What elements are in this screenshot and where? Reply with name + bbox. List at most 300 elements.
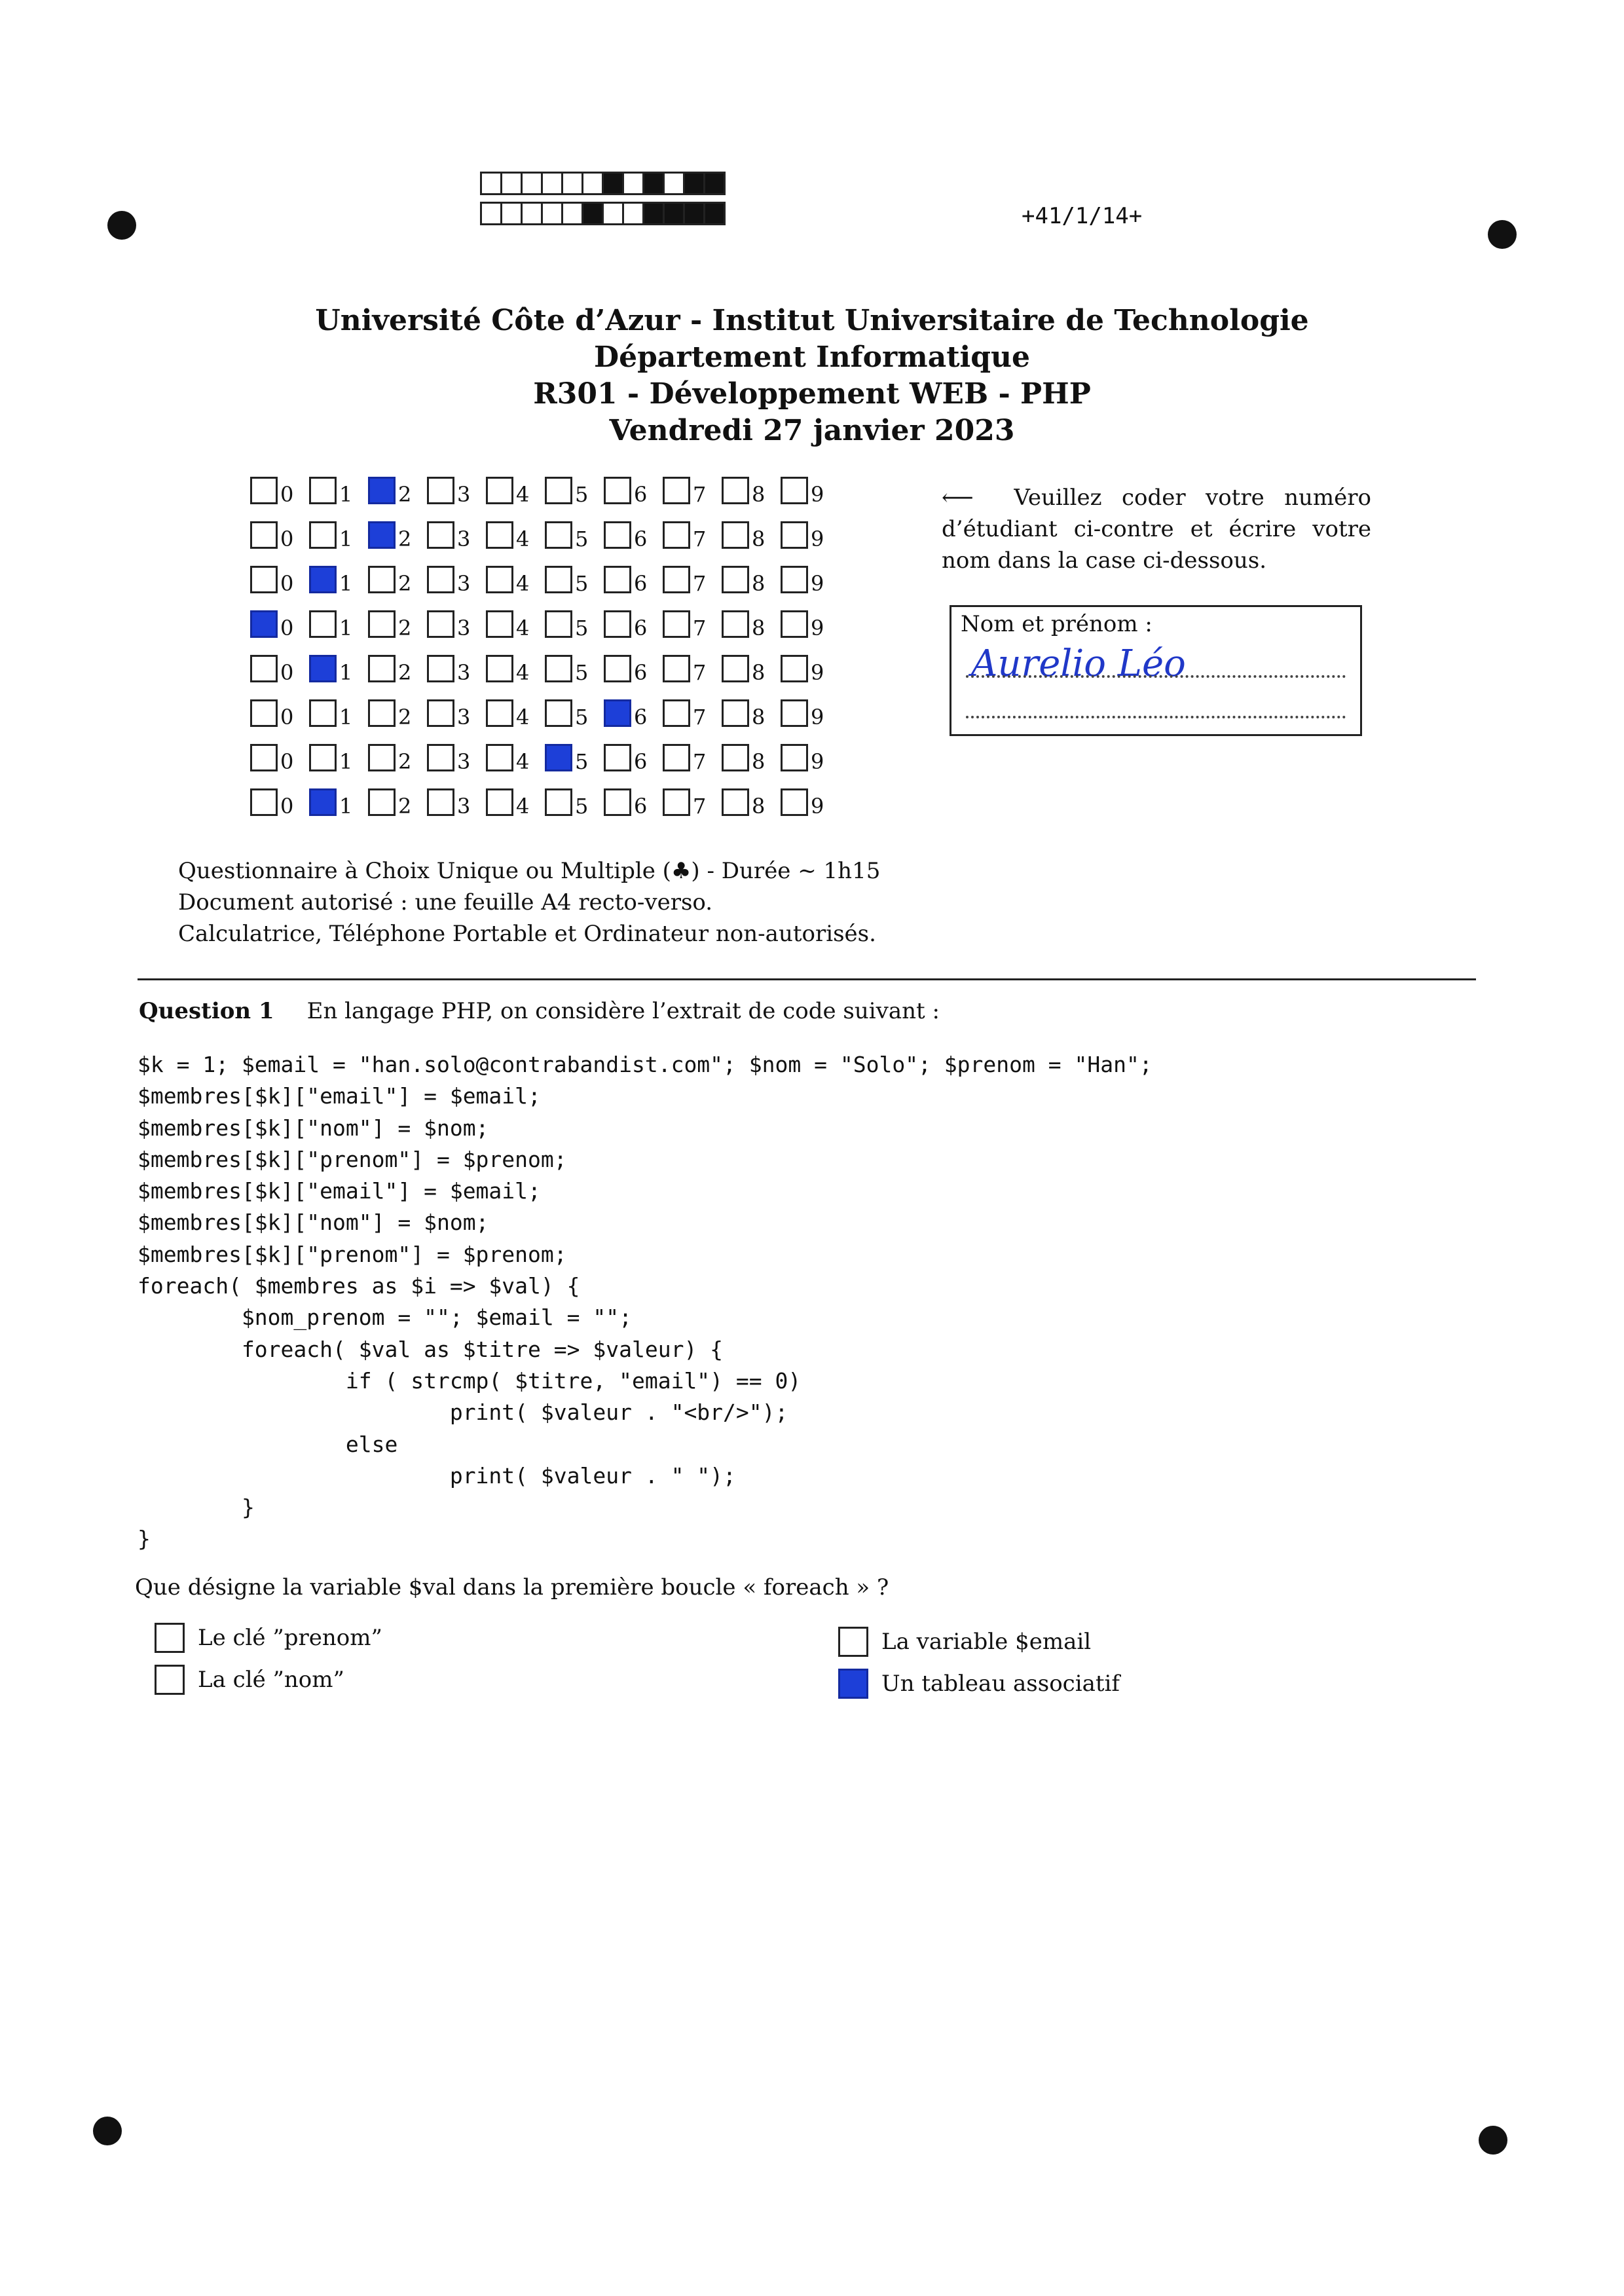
digit-label: 5 bbox=[575, 482, 589, 507]
digit-label: 3 bbox=[457, 616, 471, 640]
code-line: $membres[$k]["prenom"] = $prenom; bbox=[138, 1146, 567, 1172]
digit-option[interactable] bbox=[781, 566, 840, 596]
option-checkbox[interactable] bbox=[155, 1665, 185, 1695]
digit-label: 3 bbox=[457, 705, 471, 730]
digit-option[interactable] bbox=[368, 477, 427, 507]
digit-label: 9 bbox=[811, 571, 824, 596]
digit-checkbox[interactable] bbox=[250, 788, 278, 816]
digit-label: 5 bbox=[575, 794, 589, 819]
digit-option[interactable] bbox=[427, 699, 486, 730]
code-line: } bbox=[138, 1494, 255, 1521]
digit-option[interactable] bbox=[427, 566, 486, 596]
digit-checkbox[interactable] bbox=[309, 477, 337, 504]
digit-option[interactable] bbox=[722, 477, 781, 507]
digit-option[interactable] bbox=[368, 521, 427, 551]
digit-label: 4 bbox=[516, 660, 530, 685]
student-number-row bbox=[250, 699, 840, 744]
digit-option[interactable] bbox=[250, 521, 309, 551]
digit-option[interactable] bbox=[663, 655, 722, 685]
digit-option[interactable] bbox=[309, 610, 368, 640]
instructions-text: Veuillez coder votre numéro d’étudiant ci-contre et écrire votre nom dans la case ci-dessous. bbox=[942, 485, 1372, 574]
digit-option[interactable] bbox=[309, 566, 368, 596]
digit-checkbox[interactable] bbox=[309, 699, 337, 727]
option-label: La variable $email bbox=[881, 1629, 1092, 1655]
digit-checkbox[interactable] bbox=[545, 566, 572, 593]
digit-option[interactable] bbox=[722, 521, 781, 551]
digit-option[interactable] bbox=[604, 477, 663, 507]
digit-checkbox[interactable] bbox=[486, 655, 513, 682]
digit-option[interactable] bbox=[486, 744, 545, 774]
code-line: $membres[$k]["email"] = $email; bbox=[138, 1083, 541, 1109]
digit-checkbox[interactable] bbox=[781, 477, 808, 504]
digit-label: 3 bbox=[457, 482, 471, 507]
digit-option[interactable] bbox=[250, 477, 309, 507]
digit-option[interactable] bbox=[663, 744, 722, 774]
digit-option[interactable] bbox=[663, 521, 722, 551]
digit-label: 5 bbox=[575, 660, 589, 685]
digit-checkbox[interactable] bbox=[663, 655, 690, 682]
digit-option[interactable] bbox=[781, 610, 840, 640]
digit-checkbox[interactable] bbox=[309, 655, 337, 682]
digit-label: 6 bbox=[634, 571, 648, 596]
digit-option[interactable] bbox=[781, 655, 840, 685]
digit-label: 0 bbox=[280, 527, 294, 551]
digit-checkbox[interactable] bbox=[427, 699, 454, 727]
digit-label: 5 bbox=[575, 571, 589, 596]
question-intro: En langage PHP, on considère l’extrait de code suivant : bbox=[306, 998, 940, 1024]
digit-option[interactable] bbox=[309, 788, 368, 819]
digit-option[interactable] bbox=[309, 744, 368, 774]
barcode-cell bbox=[663, 172, 685, 195]
digit-checkbox[interactable] bbox=[545, 655, 572, 682]
exam-page-id: +41/1/14+ bbox=[1022, 203, 1143, 229]
digit-label: 2 bbox=[398, 571, 412, 596]
digit-checkbox[interactable] bbox=[486, 744, 513, 771]
digit-option[interactable] bbox=[781, 521, 840, 551]
barcode-cell bbox=[683, 202, 705, 225]
digit-option[interactable] bbox=[663, 610, 722, 640]
digit-checkbox[interactable] bbox=[722, 566, 749, 593]
digit-label: 6 bbox=[634, 705, 648, 730]
registration-mark-top-right bbox=[1488, 220, 1517, 249]
digit-option[interactable] bbox=[427, 655, 486, 685]
student-number-row bbox=[250, 477, 840, 521]
digit-checkbox[interactable] bbox=[781, 521, 808, 549]
digit-checkbox[interactable] bbox=[604, 477, 631, 504]
digit-label: 8 bbox=[752, 794, 766, 819]
digit-option[interactable] bbox=[722, 699, 781, 730]
barcode-row-2 bbox=[480, 202, 724, 225]
barcode-cell bbox=[602, 172, 624, 195]
digit-option[interactable] bbox=[663, 699, 722, 730]
option-label: Un tableau associatif bbox=[881, 1671, 1120, 1697]
code-line: $k = 1; $email = "han.solo@contrabandist.com"; $nom = "Solo"; $prenom = "Han"; bbox=[138, 1052, 1153, 1077]
digit-checkbox[interactable] bbox=[486, 521, 513, 549]
digit-checkbox[interactable] bbox=[722, 610, 749, 638]
digit-checkbox[interactable] bbox=[722, 744, 749, 771]
digit-option[interactable] bbox=[722, 744, 781, 774]
digit-checkbox[interactable] bbox=[663, 699, 690, 727]
code-line: $membres[$k]["nom"] = $nom; bbox=[138, 1210, 489, 1236]
registration-mark-bottom-left bbox=[93, 2117, 122, 2145]
horizontal-divider bbox=[138, 978, 1476, 980]
digit-option[interactable] bbox=[545, 699, 604, 730]
barcode-cell bbox=[581, 172, 604, 195]
digit-option[interactable] bbox=[309, 699, 368, 730]
digit-option[interactable] bbox=[486, 477, 545, 507]
php-code-block bbox=[138, 1049, 1153, 1555]
digit-checkbox[interactable] bbox=[781, 788, 808, 816]
digit-option[interactable] bbox=[781, 477, 840, 507]
digit-label: 0 bbox=[280, 571, 294, 596]
digit-option[interactable] bbox=[604, 521, 663, 551]
digit-label: 1 bbox=[339, 660, 353, 685]
digit-checkbox[interactable] bbox=[663, 566, 690, 593]
digit-option[interactable] bbox=[250, 655, 309, 685]
digit-checkbox[interactable] bbox=[663, 477, 690, 504]
barcode-cell bbox=[480, 202, 502, 225]
registration-mark-bottom-right bbox=[1479, 2126, 1507, 2155]
header-department: Département Informatique bbox=[594, 341, 1030, 374]
option-label: La clé ”nom” bbox=[198, 1667, 344, 1693]
digit-option[interactable] bbox=[427, 521, 486, 551]
code-line: $membres[$k]["prenom"] = $prenom; bbox=[138, 1241, 567, 1267]
digit-checkbox[interactable] bbox=[604, 521, 631, 549]
name-box[interactable] bbox=[950, 605, 1362, 736]
digit-option[interactable] bbox=[250, 699, 309, 730]
name-label: Nom et prénom : bbox=[961, 611, 1153, 637]
digit-checkbox[interactable] bbox=[250, 744, 278, 771]
digit-option[interactable] bbox=[486, 655, 545, 685]
digit-label: 7 bbox=[693, 571, 707, 596]
digit-option[interactable] bbox=[486, 521, 545, 551]
digit-checkbox[interactable] bbox=[781, 699, 808, 727]
digit-option[interactable] bbox=[781, 788, 840, 819]
digit-checkbox[interactable] bbox=[545, 610, 572, 638]
digit-checkbox[interactable] bbox=[368, 699, 396, 727]
digit-label: 6 bbox=[634, 749, 648, 774]
digit-checkbox[interactable] bbox=[722, 655, 749, 682]
digit-option[interactable] bbox=[604, 744, 663, 774]
digit-label: 3 bbox=[457, 527, 471, 551]
digit-label: 1 bbox=[339, 616, 353, 640]
digit-label: 1 bbox=[339, 527, 353, 551]
digit-checkbox[interactable] bbox=[722, 699, 749, 727]
digit-checkbox[interactable] bbox=[427, 744, 454, 771]
digit-checkbox[interactable] bbox=[781, 744, 808, 771]
digit-checkbox[interactable] bbox=[604, 699, 631, 727]
student-number-grid bbox=[250, 477, 840, 833]
digit-option[interactable] bbox=[663, 788, 722, 819]
code-line: foreach( $membres as $i => $val) { bbox=[138, 1273, 580, 1299]
student-number-row bbox=[250, 655, 840, 699]
digit-label: 6 bbox=[634, 794, 648, 819]
digit-checkbox[interactable] bbox=[781, 566, 808, 593]
name-dotted-line-2 bbox=[966, 716, 1346, 718]
digit-checkbox[interactable] bbox=[368, 610, 396, 638]
digit-checkbox[interactable] bbox=[486, 788, 513, 816]
option-checkbox[interactable] bbox=[155, 1623, 185, 1653]
digit-checkbox[interactable] bbox=[781, 610, 808, 638]
digit-checkbox[interactable] bbox=[604, 744, 631, 771]
digit-label: 9 bbox=[811, 660, 824, 685]
digit-checkbox[interactable] bbox=[427, 566, 454, 593]
digit-option[interactable] bbox=[368, 655, 427, 685]
digit-checkbox[interactable] bbox=[368, 788, 396, 816]
digit-option[interactable] bbox=[722, 610, 781, 640]
digit-option[interactable] bbox=[545, 655, 604, 685]
digit-checkbox[interactable] bbox=[309, 566, 337, 593]
digit-checkbox[interactable] bbox=[250, 521, 278, 549]
digit-label: 4 bbox=[516, 794, 530, 819]
digit-label: 6 bbox=[634, 660, 648, 685]
digit-option[interactable] bbox=[427, 477, 486, 507]
digit-option[interactable] bbox=[250, 566, 309, 596]
barcode-cell bbox=[500, 202, 523, 225]
barcode-cell bbox=[602, 202, 624, 225]
digit-checkbox[interactable] bbox=[250, 610, 278, 638]
digit-label: 4 bbox=[516, 705, 530, 730]
digit-label: 9 bbox=[811, 705, 824, 730]
digit-checkbox[interactable] bbox=[604, 566, 631, 593]
digit-checkbox[interactable] bbox=[545, 699, 572, 727]
code-line: print( $valeur . "<br/>"); bbox=[138, 1399, 788, 1426]
digit-checkbox[interactable] bbox=[781, 655, 808, 682]
digit-option[interactable] bbox=[722, 788, 781, 819]
digit-checkbox[interactable] bbox=[545, 521, 572, 549]
digit-checkbox[interactable] bbox=[309, 521, 337, 549]
digit-label: 2 bbox=[398, 749, 412, 774]
digit-checkbox[interactable] bbox=[722, 477, 749, 504]
digit-label: 9 bbox=[811, 749, 824, 774]
digit-label: 7 bbox=[693, 749, 707, 774]
digit-label: 3 bbox=[457, 749, 471, 774]
digit-checkbox[interactable] bbox=[722, 521, 749, 549]
registration-mark-top-left bbox=[107, 211, 136, 240]
digit-option[interactable] bbox=[368, 788, 427, 819]
digit-checkbox[interactable] bbox=[663, 788, 690, 816]
student-number-row bbox=[250, 610, 840, 655]
left-arrow-icon: ⟵ bbox=[942, 485, 974, 511]
code-line: if ( strcmp( $titre, "email") == 0) bbox=[138, 1367, 802, 1394]
digit-option[interactable] bbox=[427, 788, 486, 819]
digit-option[interactable] bbox=[722, 566, 781, 596]
digit-checkbox[interactable] bbox=[309, 744, 337, 771]
code-line: $nom_prenom = ""; $email = ""; bbox=[138, 1305, 632, 1331]
barcode-cell bbox=[703, 202, 726, 225]
digit-option[interactable] bbox=[427, 610, 486, 640]
digit-label: 7 bbox=[693, 794, 707, 819]
digit-label: 1 bbox=[339, 705, 353, 730]
digit-option[interactable] bbox=[486, 699, 545, 730]
digit-option[interactable] bbox=[545, 477, 604, 507]
digit-checkbox[interactable] bbox=[545, 744, 572, 771]
digit-checkbox[interactable] bbox=[427, 655, 454, 682]
digit-checkbox[interactable] bbox=[309, 610, 337, 638]
digit-label: 8 bbox=[752, 660, 766, 685]
digit-checkbox[interactable] bbox=[368, 744, 396, 771]
digit-option[interactable] bbox=[545, 744, 604, 774]
digit-label: 2 bbox=[398, 794, 412, 819]
digit-option[interactable] bbox=[486, 610, 545, 640]
barcode-cell bbox=[521, 202, 543, 225]
digit-checkbox[interactable] bbox=[368, 655, 396, 682]
student-number-instructions bbox=[942, 482, 1371, 576]
digit-checkbox[interactable] bbox=[486, 610, 513, 638]
rules-line-2: Document autorisé : une feuille A4 recto-verso. bbox=[178, 889, 713, 916]
digit-option[interactable] bbox=[781, 699, 840, 730]
barcode-cell bbox=[663, 202, 685, 225]
digit-checkbox[interactable] bbox=[486, 477, 513, 504]
exam-header bbox=[0, 303, 1624, 449]
digit-option[interactable] bbox=[545, 521, 604, 551]
digit-label: 6 bbox=[634, 527, 648, 551]
barcode-cell bbox=[561, 172, 583, 195]
digit-checkbox[interactable] bbox=[250, 566, 278, 593]
digit-checkbox[interactable] bbox=[368, 477, 396, 504]
digit-label: 0 bbox=[280, 705, 294, 730]
option-variable-email[interactable] bbox=[838, 1627, 1091, 1657]
digit-option[interactable] bbox=[250, 788, 309, 819]
question-heading bbox=[139, 998, 940, 1024]
digit-option[interactable] bbox=[604, 566, 663, 596]
digit-option[interactable] bbox=[250, 610, 309, 640]
digit-label: 4 bbox=[516, 482, 530, 507]
digit-label: 5 bbox=[575, 749, 589, 774]
digit-option[interactable] bbox=[604, 655, 663, 685]
digit-label: 9 bbox=[811, 616, 824, 640]
digit-label: 7 bbox=[693, 482, 707, 507]
digit-checkbox[interactable] bbox=[427, 477, 454, 504]
digit-checkbox[interactable] bbox=[604, 788, 631, 816]
digit-checkbox[interactable] bbox=[309, 788, 337, 816]
digit-label: 7 bbox=[693, 705, 707, 730]
option-checkbox[interactable] bbox=[838, 1627, 868, 1657]
digit-option[interactable] bbox=[486, 566, 545, 596]
digit-label: 3 bbox=[457, 794, 471, 819]
digit-label: 9 bbox=[811, 482, 824, 507]
digit-label: 8 bbox=[752, 705, 766, 730]
digit-label: 0 bbox=[280, 616, 294, 640]
digit-option[interactable] bbox=[427, 744, 486, 774]
question-number: Question 1 bbox=[139, 998, 274, 1024]
name-dotted-line-1 bbox=[966, 675, 1346, 678]
barcode-cell bbox=[500, 172, 523, 195]
digit-option[interactable] bbox=[250, 744, 309, 774]
digit-label: 7 bbox=[693, 660, 707, 685]
digit-label: 8 bbox=[752, 616, 766, 640]
digit-label: 1 bbox=[339, 482, 353, 507]
digit-checkbox[interactable] bbox=[250, 477, 278, 504]
digit-label: 9 bbox=[811, 794, 824, 819]
digit-label: 3 bbox=[457, 660, 471, 685]
digit-checkbox[interactable] bbox=[545, 477, 572, 504]
option-cle-prenom[interactable] bbox=[155, 1623, 382, 1653]
student-number-row bbox=[250, 744, 840, 788]
digit-option[interactable] bbox=[545, 788, 604, 819]
header-course: R301 - Développement WEB - PHP bbox=[533, 377, 1091, 411]
digit-option[interactable] bbox=[309, 655, 368, 685]
digit-label: 0 bbox=[280, 482, 294, 507]
digit-checkbox[interactable] bbox=[427, 788, 454, 816]
digit-label: 5 bbox=[575, 616, 589, 640]
digit-checkbox[interactable] bbox=[427, 521, 454, 549]
digit-option[interactable] bbox=[545, 610, 604, 640]
code-line: $membres[$k]["email"] = $email; bbox=[138, 1178, 541, 1204]
digit-checkbox[interactable] bbox=[545, 788, 572, 816]
digit-option[interactable] bbox=[663, 566, 722, 596]
option-label: Le clé ”prenom” bbox=[198, 1625, 382, 1651]
header-date: Vendredi 27 janvier 2023 bbox=[609, 414, 1015, 447]
code-line: foreach( $val as $titre => $valeur) { bbox=[138, 1336, 724, 1362]
digit-checkbox[interactable] bbox=[663, 521, 690, 549]
digit-checkbox[interactable] bbox=[486, 566, 513, 593]
digit-label: 9 bbox=[811, 527, 824, 551]
digit-checkbox[interactable] bbox=[604, 610, 631, 638]
digit-checkbox[interactable] bbox=[663, 744, 690, 771]
digit-checkbox[interactable] bbox=[250, 699, 278, 727]
option-cle-nom[interactable] bbox=[155, 1665, 344, 1695]
exam-rules bbox=[178, 855, 880, 950]
barcode-cell bbox=[622, 172, 644, 195]
digit-option[interactable] bbox=[368, 699, 427, 730]
digit-checkbox[interactable] bbox=[427, 610, 454, 638]
digit-checkbox[interactable] bbox=[722, 788, 749, 816]
digit-checkbox[interactable] bbox=[368, 521, 396, 549]
digit-option[interactable] bbox=[663, 477, 722, 507]
digit-label: 8 bbox=[752, 482, 766, 507]
digit-label: 2 bbox=[398, 660, 412, 685]
barcode-cell bbox=[642, 202, 665, 225]
digit-label: 0 bbox=[280, 749, 294, 774]
digit-checkbox[interactable] bbox=[368, 566, 396, 593]
barcode-cell bbox=[561, 202, 583, 225]
digit-option[interactable] bbox=[722, 655, 781, 685]
digit-checkbox[interactable] bbox=[250, 655, 278, 682]
option-tableau-associatif[interactable] bbox=[838, 1669, 1120, 1699]
barcode-cell bbox=[521, 172, 543, 195]
digit-option[interactable] bbox=[604, 788, 663, 819]
digit-checkbox[interactable] bbox=[486, 699, 513, 727]
digit-option[interactable] bbox=[368, 744, 427, 774]
digit-option[interactable] bbox=[309, 521, 368, 551]
digit-option[interactable] bbox=[604, 699, 663, 730]
option-checkbox[interactable] bbox=[838, 1669, 868, 1699]
digit-label: 1 bbox=[339, 749, 353, 774]
digit-option[interactable] bbox=[309, 477, 368, 507]
code-line: print( $valeur . " "); bbox=[138, 1462, 736, 1489]
digit-option[interactable] bbox=[545, 566, 604, 596]
digit-option[interactable] bbox=[781, 744, 840, 774]
barcode-cell bbox=[480, 172, 502, 195]
digit-option[interactable] bbox=[368, 566, 427, 596]
digit-label: 1 bbox=[339, 571, 353, 596]
digit-checkbox[interactable] bbox=[663, 610, 690, 638]
header-university: Université Côte d’Azur - Institut Universitaire de Technologie bbox=[315, 304, 1309, 337]
digit-label: 4 bbox=[516, 527, 530, 551]
digit-option[interactable] bbox=[368, 610, 427, 640]
digit-label: 7 bbox=[693, 527, 707, 551]
digit-label: 0 bbox=[280, 660, 294, 685]
digit-label: 2 bbox=[398, 705, 412, 730]
digit-checkbox[interactable] bbox=[604, 655, 631, 682]
digit-option[interactable] bbox=[486, 788, 545, 819]
digit-label: 1 bbox=[339, 794, 353, 819]
student-number-row bbox=[250, 788, 840, 833]
code-line: $membres[$k]["nom"] = $nom; bbox=[138, 1115, 489, 1141]
barcode-row-1 bbox=[480, 172, 724, 195]
digit-option[interactable] bbox=[604, 610, 663, 640]
